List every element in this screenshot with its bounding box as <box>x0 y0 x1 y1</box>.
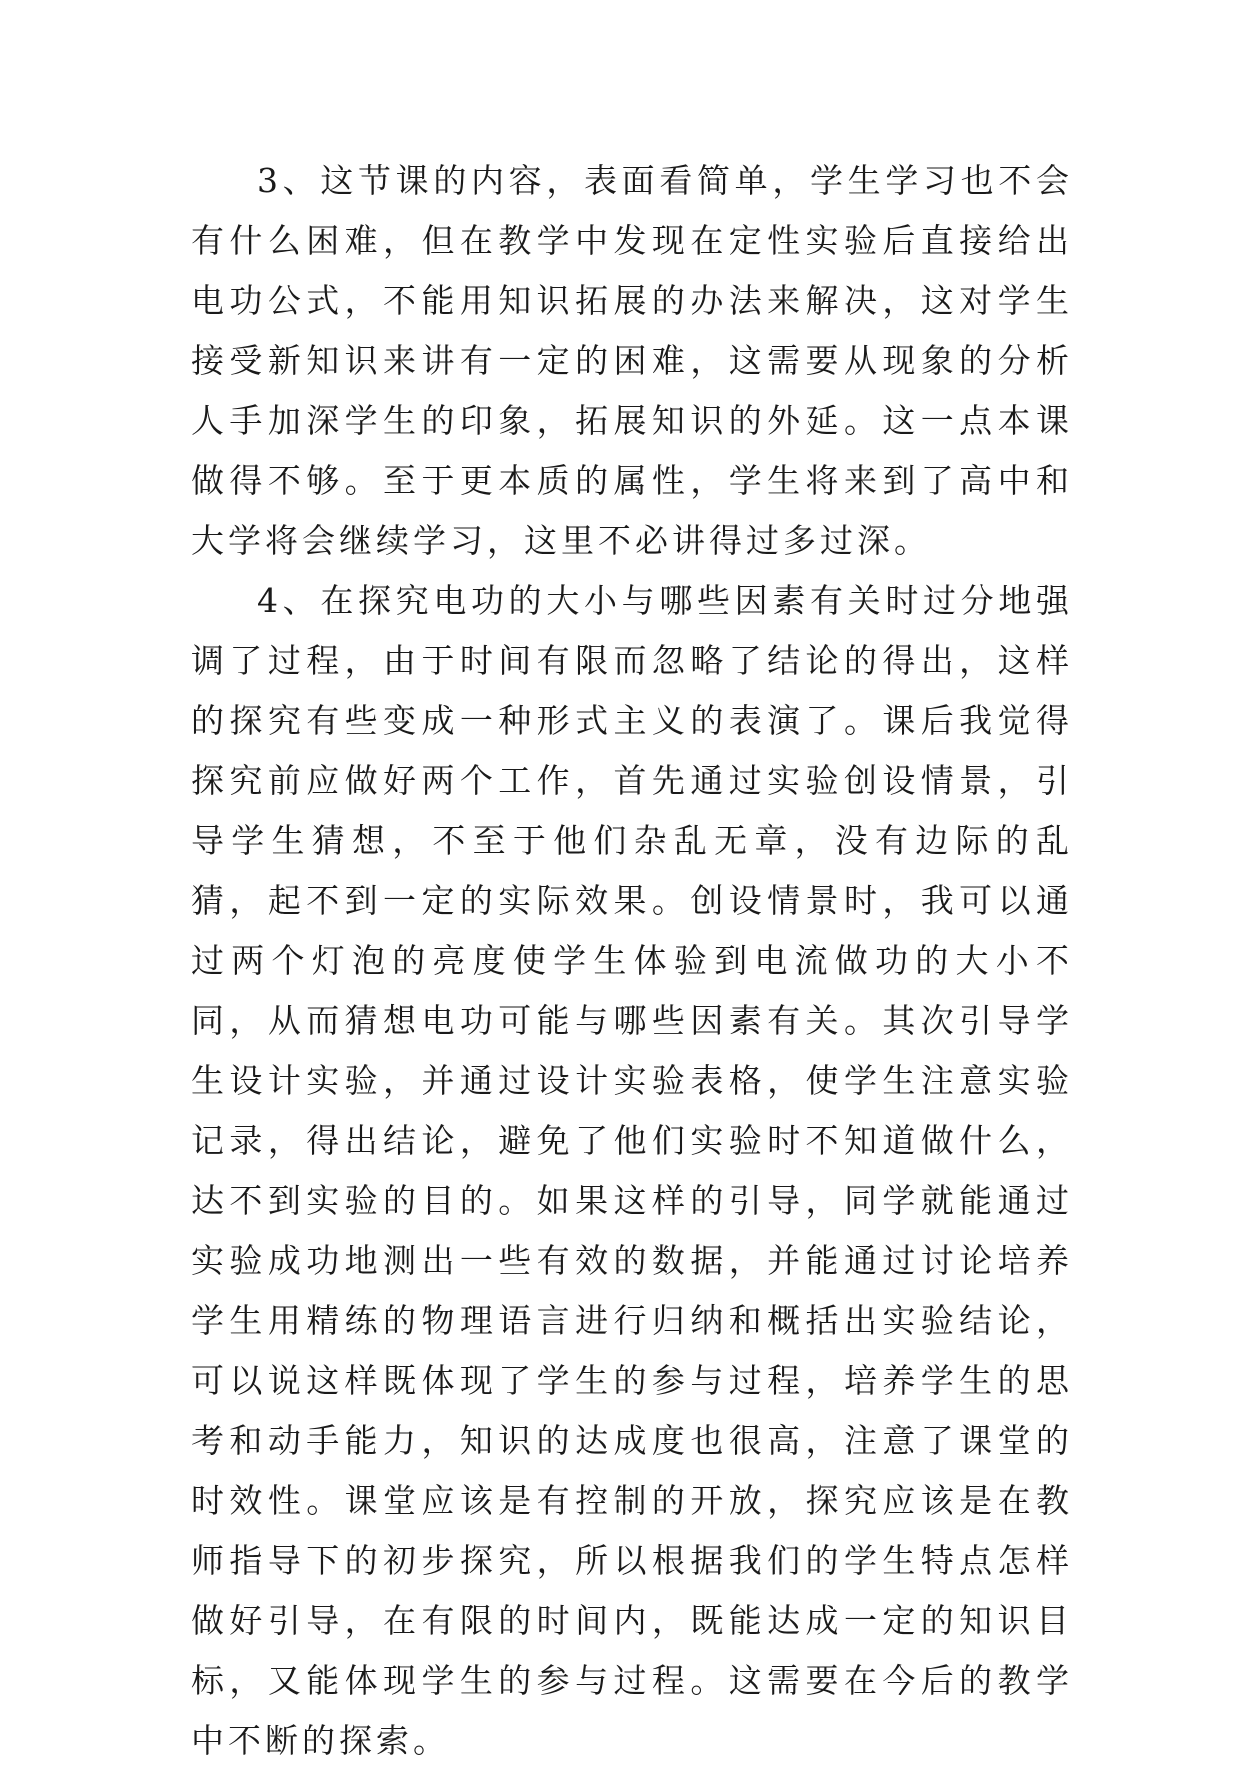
paragraph-4: 4、在探究电功的大小与哪些因素有关时过分地强调了过程，由于时间有限而忽略了结论的得出，这样的探究有些变成一种形式主义的表演了。课后我觉得探究前应做好两个工作，首先通过实验创设情景，引导学生猜想，不至于他们杂乱无章，没有边际的乱猜，起不到一定的实际效果。创设情景时，我可以通过两个灯泡的亮度使学生体验到电流做功的大小不同，从而猜想电功可能与哪些因素有关。其次引导学生设计实验，并通过设计实验表格，使学生注意实验记录，得出结论，避免了他们实验时不知道做什么，达不到实验的目的。如果这样的引导，同学就能通过实验成功地测出一些有效的数据，并能通过讨论培养学生用精练的物理语言进行归纳和概括出实验结论，可以说这样既体现了学生的参与过程，培养学生的思考和动手能力，知识的达成度也很高，注意了课堂的时效性。课堂应该是有控制的开放，探究应该是在教师指导下的初步探究，所以根据我们的学生特点怎样做好引导，在有限的时间内，既能达成一定的知识目标，又能体现学生的参与过程。这需要在今后的教学中不断的探索。 <box>191 581 1073 1760</box>
paragraph-3: 3、这节课的内容，表面看简单，学生学习也不会有什么困难，但在教学中发现在定性实验后直接给出电功公式，不能用知识拓展的办法来解决，这对学生接受新知识来讲有一定的困难，这需要从现象的分析人手加深学生的印象，拓展知识的外延。这一点本课做得不够。至于更本质的属性，学生将来到了高中和大学将会继续学习，这里不必讲得过多过深。 <box>191 161 1073 560</box>
document-body <box>191 151 1073 1771</box>
